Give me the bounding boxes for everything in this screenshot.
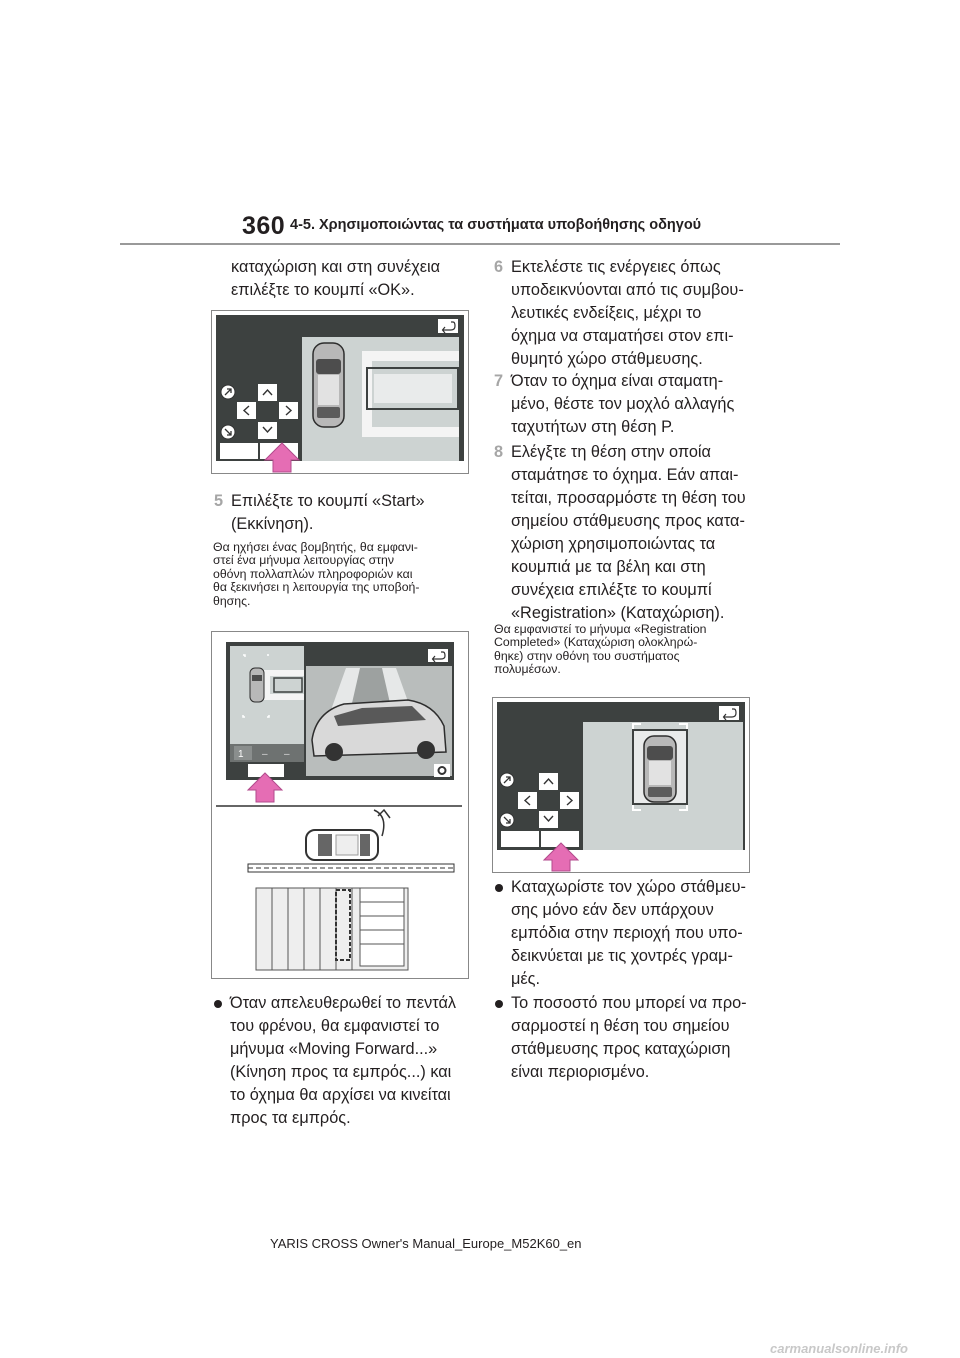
step-line: συνέχεια επιλέξτε το κουμπί (511, 581, 712, 599)
bullet-line: του φρένου, θα εμφανιστεί το (230, 1017, 440, 1035)
intro-text (231, 256, 440, 302)
step-line: Ελέγξτε τη θέση στην οποία (511, 443, 711, 461)
note-registration-completed (494, 623, 707, 677)
bullet-line: (Κίνηση προς τα εμπρός...) και (230, 1063, 452, 1081)
bullet-line: δεικνύεται με τις χοντρές γραμ- (511, 947, 733, 965)
step-line: τείται, προσαρμόστε τη θέση του (511, 489, 746, 507)
back-arrow-icon (719, 706, 739, 720)
bullet-line: είναι περιορισμένο. (511, 1063, 650, 1081)
note-line: οθόνη πολλαπλών πληροφοριών και (213, 566, 413, 581)
step-line: σταμάτησε το όχημα. Εάν απαι- (511, 466, 739, 484)
bullet-line: μές. (511, 970, 541, 988)
step-line: Επιλέξτε το κουμπί «Start» (231, 492, 425, 510)
note-line: Θα ηχήσει ένας βομβητής, θα εμφανι- (213, 540, 418, 554)
bullet-dot (495, 884, 503, 892)
note-line: θησης. (213, 593, 251, 608)
section-title: 4-5. Χρησιμοποιώντας τα συστήματα υποβοήθησης οδηγού (290, 217, 702, 233)
step-line: χώριση χρησιμοποιώντας τα (511, 535, 716, 553)
back-arrow-icon (438, 319, 458, 333)
step-number: 5 (214, 492, 224, 510)
bullet-line: προς τα εμπρός. (230, 1109, 351, 1127)
note-line: Completed» (Καταχώριση ολοκληρώ- (494, 635, 698, 650)
note-line: στεί ένα μήνυμα λειτουργίας στην (213, 553, 395, 568)
bullet-line: Καταχωρίστε τον χώρο στάθμευ- (511, 878, 746, 896)
figure-adjust-screen (492, 697, 750, 873)
bullet-line: εμπόδια στην περιοχή που υπο- (511, 924, 743, 942)
step-line: όχημα να σταματήσει στον επι- (511, 327, 734, 345)
note-buzzer (213, 541, 419, 608)
header-rule (120, 243, 840, 245)
indicator-digit: 1 (238, 749, 244, 760)
bullet-dot (214, 1000, 222, 1008)
step-line: κουμπιά με τα βέλη και στη (511, 558, 706, 576)
bullet-line: Το ποσοστό που μπορεί να προ- (511, 994, 747, 1012)
bullet-line: το όχημα θα αρχίσει να κινείται (230, 1086, 451, 1104)
step-line: ταχυτήτων στη θέση P. (511, 418, 675, 436)
car-top-view-icon (306, 830, 378, 860)
gear-icon (434, 764, 450, 777)
note-line: Θα εμφανιστεί το μήνυμα «Registration (494, 622, 707, 636)
bullet-line: μήνυμα «Moving Forward...» (230, 1040, 438, 1058)
indicator-dash: – (262, 749, 268, 760)
step-line: Εκτελέστε τις ενέργειες όπως (511, 258, 721, 276)
footer-manual-title: YARIS CROSS Owner's Manual_Europe_M52K60_en (270, 1236, 582, 1251)
step-line: λευτικές ενδείξεις, μέχρι το (511, 304, 702, 322)
figure-registration-screen (211, 310, 469, 474)
step-line: Όταν το όχημα είναι σταματη- (511, 372, 724, 390)
screen-illustration-3 (493, 698, 749, 872)
car-top-view-icon (313, 343, 344, 427)
step-line: «Registration» (Καταχώριση). (511, 604, 725, 622)
note-line: πολυμέσων. (494, 662, 561, 677)
intro-line: καταχώριση και στη συνέχεια (231, 258, 441, 276)
watermark: carmanualsonline.info (770, 1341, 908, 1356)
screen-illustration-2 (212, 632, 468, 978)
figure-start-screen (211, 631, 469, 979)
step-number: 7 (494, 372, 504, 390)
car-perspective-icon (312, 700, 446, 761)
step-number: 6 (494, 258, 504, 276)
bullet-line: σης μόνο εάν δεν υπάρχουν (511, 901, 714, 919)
step-line: (Εκκίνηση). (231, 515, 314, 533)
screen-illustration-1 (212, 311, 468, 473)
note-line: θα ξεκινήσει η λειτουργία της υποβοή- (213, 580, 420, 595)
page-number: 360 (242, 212, 286, 240)
step-line: υποδεικνύονται από τις συμβου- (511, 281, 744, 299)
bullet-line: σαρμοστεί η θέση του σημείου (511, 1017, 730, 1035)
step-number: 8 (494, 443, 504, 461)
step-line: μένο, θέστε τον μοχλό αλλαγής (511, 395, 735, 413)
note-line: θηκε) στην οθόνη του συστήματος (494, 648, 680, 663)
step-line: σημείου στάθμευσης προς κατα- (511, 512, 745, 530)
intro-line: επιλέξτε το κουμπί «OK». (231, 281, 415, 299)
parking-diagram (248, 810, 454, 970)
indicator-dash: – (284, 749, 290, 760)
bullet-line: Όταν απελευθερωθεί το πεντάλ (230, 994, 456, 1012)
bullet-line: στάθμευσης προς καταχώριση (511, 1040, 731, 1058)
back-arrow-icon (428, 649, 448, 662)
car-top-view-icon (644, 736, 676, 802)
step-line: θυμητό χώρο στάθμευσης. (511, 350, 703, 368)
bullet-dot (495, 1000, 503, 1008)
